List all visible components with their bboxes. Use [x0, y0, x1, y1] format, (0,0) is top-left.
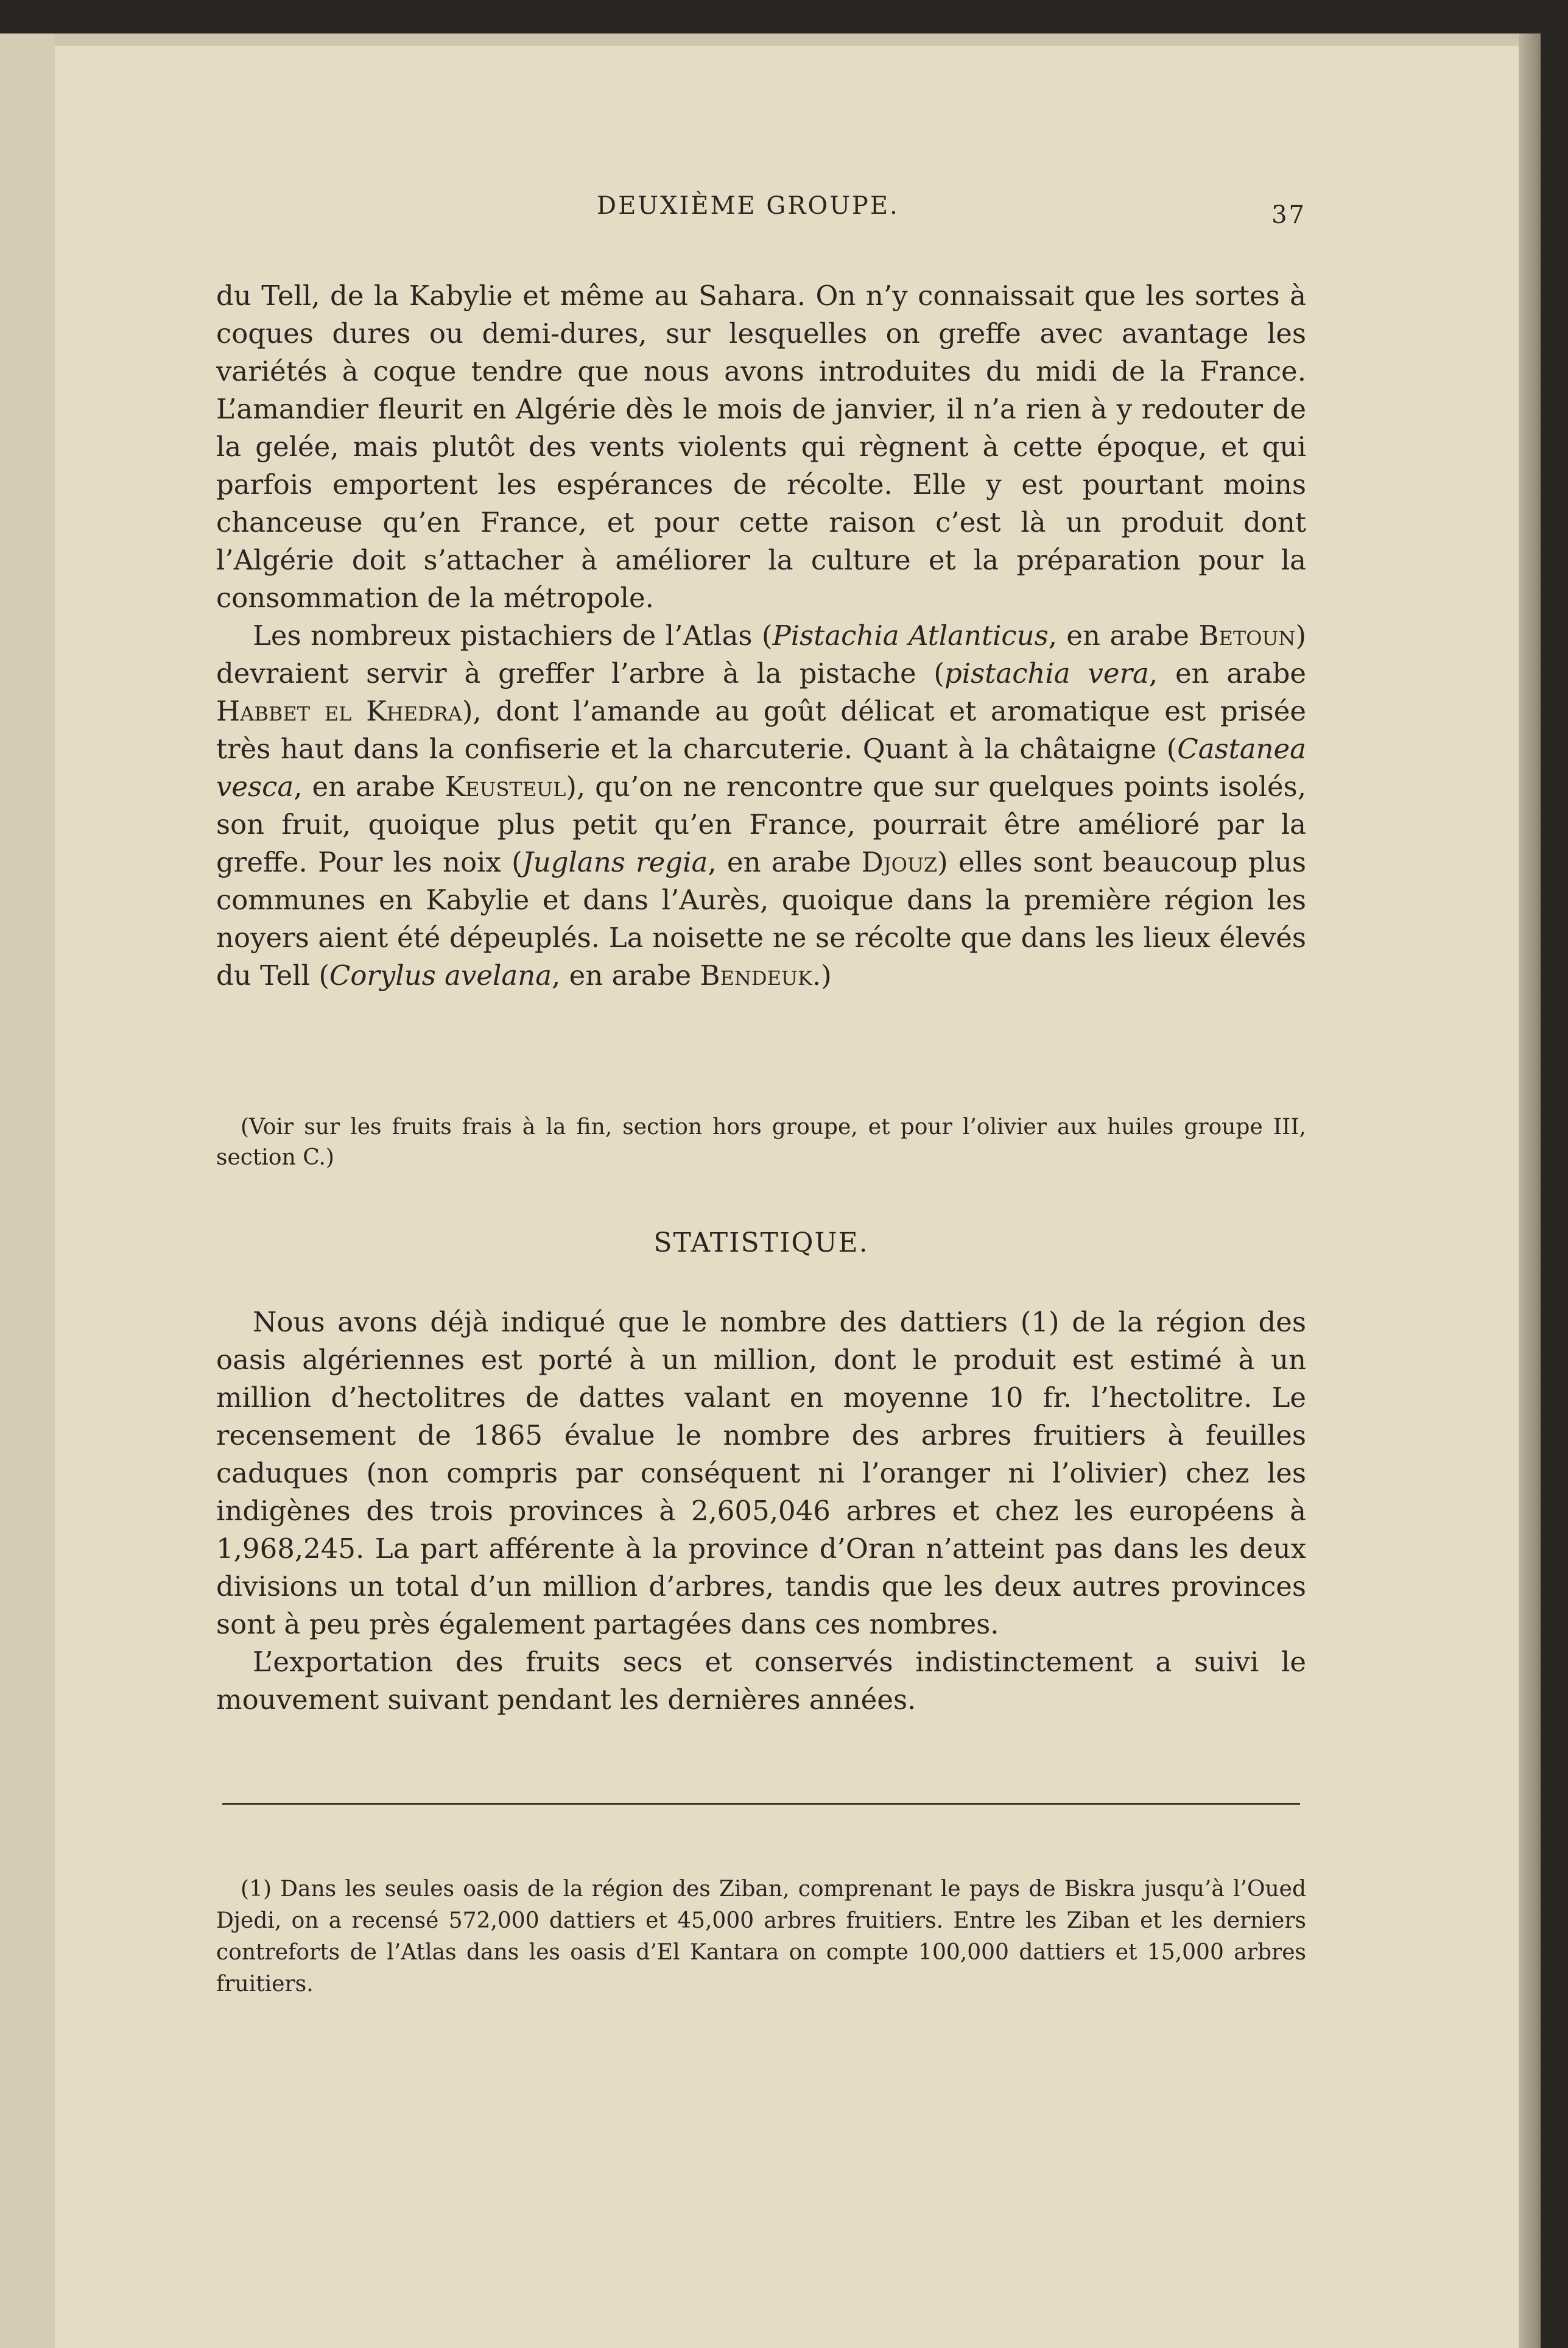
- paragraph-nuts: [216, 617, 1306, 995]
- text-run: , en arabe: [552, 959, 700, 992]
- running-title: DEUXIÈME GROUPE.: [597, 192, 899, 220]
- paragraph-exportation: L’exportation des fruits secs et conservés indistinctement a suivi le mouvement suivant pendant les dernières années.: [216, 1646, 1306, 1716]
- page-number: 37: [1271, 201, 1306, 229]
- paragraph-almonds: du Tell, de la Kabylie et même au Sahara. On n’y connaissait que les sortes à coques dures ou demi-dures, sur lesquelles on greffe avec avantage les variétés à coque tendre que nous avons introduites du midi de la France. L’amandier fleurit en Algérie dès le mois de janvier, il n’a rien à y redouter de la gelée, mais plutôt des vents violents qui règnent à cette époque, et qui parfois emportent les espérances de récolte. Elle y est pourtant moins chanceuse qu’en France, et pour cette raison c’est là un produit dont l’Algérie doit s’attacher à améliorer la culture et la préparation pour la consommation de la métropole.: [216, 280, 1306, 614]
- latin-name: Juglans regia: [522, 846, 708, 878]
- text-run: Les nombreux pistachiers de l’Atlas (: [253, 619, 773, 652]
- page-top-band: [55, 33, 1541, 46]
- text-run: ), dont l’amande au goût délicat et aromatique est prisée très haut dans la confiserie et la charcuterie. Quant à la châtaigne (: [216, 695, 1306, 765]
- text-run: .): [812, 959, 832, 992]
- arabic-name: Djouz: [861, 846, 938, 878]
- book-page: [55, 33, 1541, 2348]
- text-run: ) devraient servir à greffer l’arbre à la pistache (: [216, 619, 1306, 689]
- arabic-name: Betoun: [1198, 619, 1296, 652]
- latin-name: Castanea vesca: [216, 733, 1306, 803]
- text-run: ) elles sont beaucoup plus communes en Kabylie et dans l’Aurès, quoique dans la première région les noyers aient été dépeuplés. La noisette ne se récolte que dans les lieux élevés du Tell (: [216, 846, 1306, 992]
- arabic-name: Habbet el Khedra: [216, 695, 462, 727]
- paragraph-statistics: Nous avons déjà indiqué que le nombre des dattiers (1) de la région des oasis algériennes est porté à un million, dont le produit est estimé à un million d’hectolitres de dattes valant en moyenne 10 fr. l’hectolitre. Le recensement de 1865 évalue le nombre des arbres fruitiers à feuilles caduques (non compris par conséquent ni l’oranger ni l’olivier) chez les indigènes des trois provinces à 2,605,046 arbres et chez les européens à 1,968,245. La part afférente à la province d’Oran n’atteint pas dans les deux divisions un total d’un million d’arbres, tandis que les deux autres provinces sont à peu près également partagées dans ces nombres.: [216, 1306, 1306, 1640]
- footnote: (1) Dans les seules oasis de la région des Ziban, comprenant le pays de Biskra jusqu’à l’Oued Djedi, on a recensé 572,000 dattiers et 45,000 arbres fruitiers. Entre les Ziban et les derniers contreforts de l’Atlas dans les oasis d’El Kantara on compte 100,000 dattiers et 15,000 arbres fruitiers.: [216, 1877, 1306, 1997]
- latin-name: Corylus avelana: [329, 959, 552, 992]
- arabic-name: Keusteul: [445, 770, 566, 803]
- body-text-upper: [216, 277, 1306, 995]
- facing-page-edge: [0, 33, 57, 2348]
- latin-name: pistachia vera: [944, 657, 1149, 689]
- text-run: , en arabe: [1048, 619, 1199, 652]
- text-run: , en arabe: [1148, 657, 1307, 689]
- page-edge-shadow: [1519, 33, 1541, 2348]
- arabic-name: Bendeuk: [700, 959, 812, 992]
- text-run: , en arabe: [708, 846, 862, 878]
- section-heading: STATISTIQUE.: [653, 1227, 869, 1258]
- text-run: ), qu’on ne rencontre que sur quelques points isolés, son fruit, quoique plus petit qu’en France, pourrait être amélioré par la greffe. Pour les noix (: [216, 770, 1306, 878]
- latin-name: Pistachia Atlanticus: [772, 619, 1049, 652]
- running-header: [216, 192, 1306, 234]
- footnote-divider: [222, 1803, 1300, 1805]
- cross-reference-note: (Voir sur les fruits frais à la fin, section hors groupe, et pour l’olivier aux huiles groupe III, section C.): [216, 1115, 1306, 1170]
- text-run: , en arabe: [294, 770, 445, 803]
- body-text-lower: [216, 1303, 1306, 1719]
